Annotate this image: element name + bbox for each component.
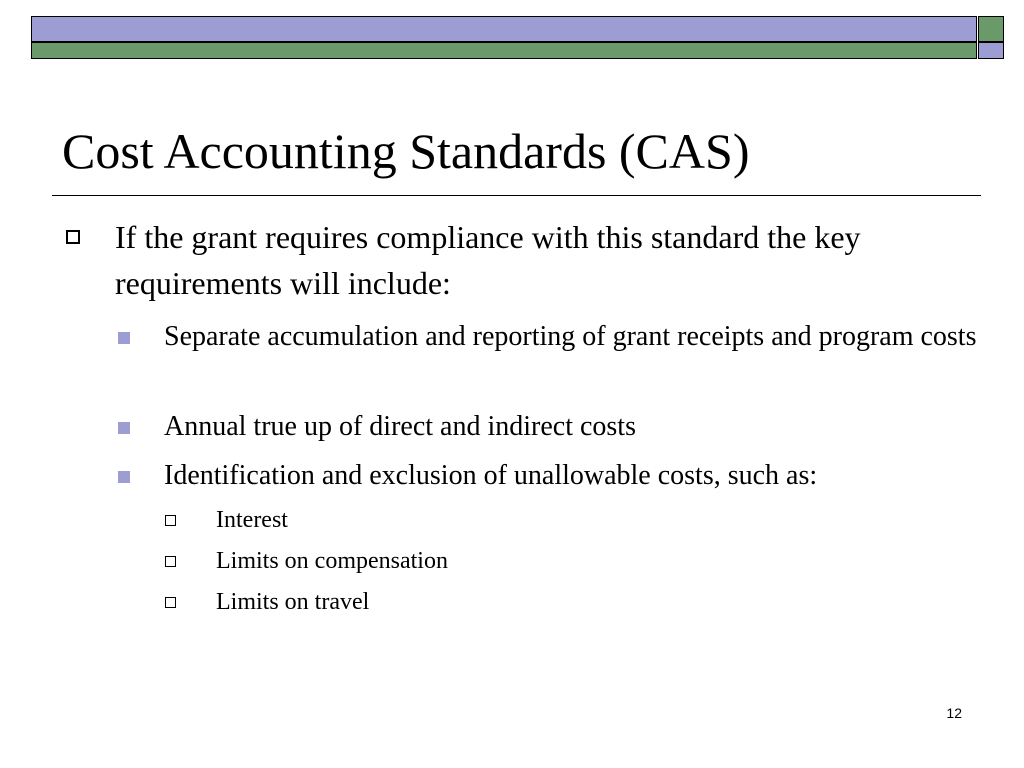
sub-bullet-text-3: Identification and exclusion of unallowable costs, such as: — [164, 460, 818, 491]
sub-bullet-text-2: Annual true up of direct and indirect costs — [164, 411, 636, 442]
page-number: 12 — [946, 705, 962, 721]
hollow-square-icon — [165, 556, 176, 567]
header-band-bottom — [31, 42, 977, 59]
sub-bullet-text-1: Separate accumulation and reporting of grant receipts and program costs — [164, 321, 977, 352]
hollow-square-icon — [165, 597, 176, 608]
filled-square-icon — [118, 471, 130, 483]
header-band-top — [31, 16, 977, 42]
header-square-top — [978, 16, 1004, 42]
sub-sub-bullet-text-2: Limits on compensation — [216, 548, 448, 574]
bullet-text: If the grant requires compliance with this standard the key requirements will include: — [115, 219, 861, 301]
sub-sub-bullet-text-3: Limits on travel — [216, 589, 370, 615]
hollow-square-icon — [165, 515, 176, 526]
sub-sub-bullet-text-1: Interest — [216, 507, 288, 533]
slide-title: Cost Accounting Standards (CAS) — [62, 123, 750, 179]
hollow-square-icon — [66, 230, 80, 244]
filled-square-icon — [118, 332, 130, 344]
filled-square-icon — [118, 422, 130, 434]
header-square-bottom — [978, 42, 1004, 59]
title-divider — [52, 195, 981, 196]
